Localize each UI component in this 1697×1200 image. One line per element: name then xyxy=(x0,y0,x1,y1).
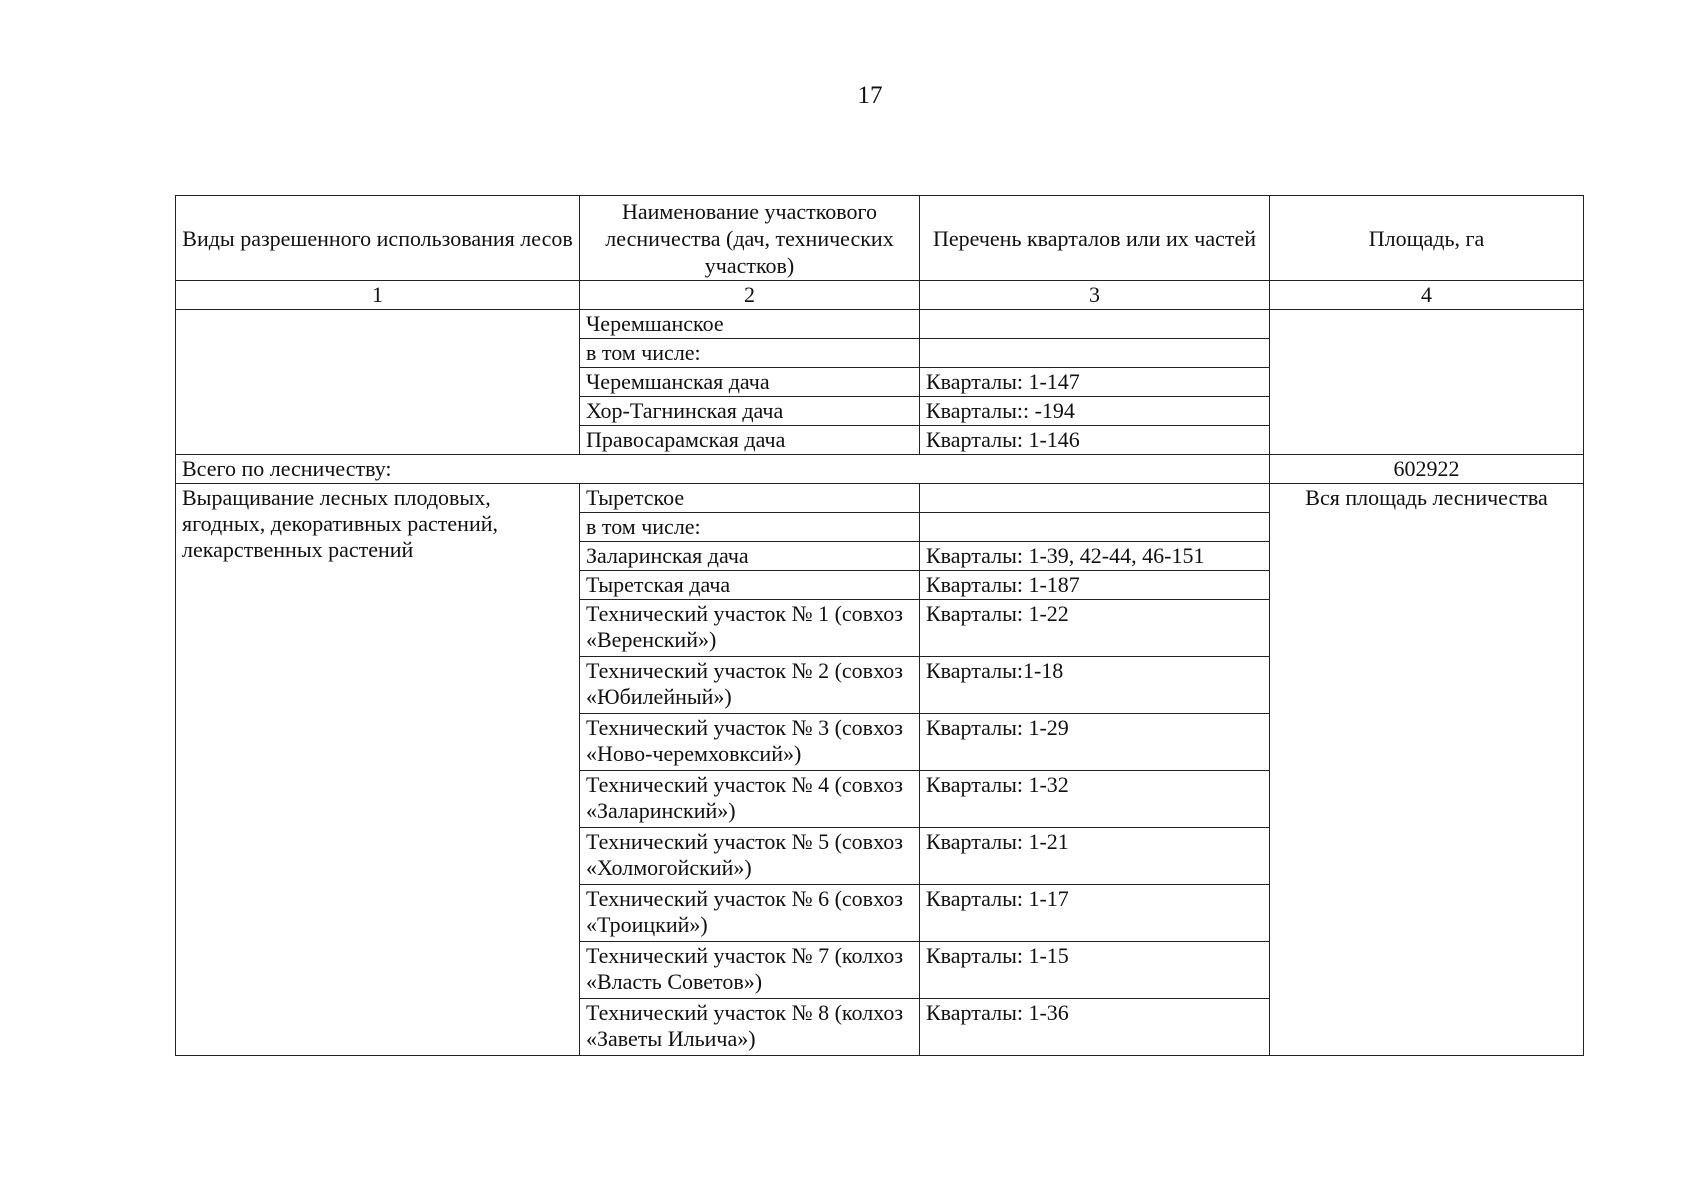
quarters-value: Кварталы:: -194 xyxy=(920,397,1270,426)
quarters-value: Кварталы: 1-32 xyxy=(920,771,1270,828)
use-type: Выращивание лесных плодовых, ягодных, декоративных растений, лекарственных растений xyxy=(176,484,580,1056)
including-label: в том числе: xyxy=(580,513,920,542)
technical-plot-name: Технический участок № 4 (совхоз «Заларинский») xyxy=(580,771,920,828)
technical-plot-name: Технический участок № 3 (совхоз «Ново-черемховксий») xyxy=(580,714,920,771)
quarters-value: Кварталы: 1-147 xyxy=(920,368,1270,397)
quarters-cell-empty xyxy=(920,484,1270,513)
forestry-name: Тыретское xyxy=(580,484,920,513)
technical-plot-name: Технический участок № 5 (совхоз «Холмогойский») xyxy=(580,828,920,885)
area-value: Вся площадь лесничества xyxy=(1270,484,1584,1056)
quarters-cell-empty xyxy=(920,513,1270,542)
technical-plot-name: Технический участок № 1 (совхоз «Веренский») xyxy=(580,600,920,657)
column-number: 4 xyxy=(1270,281,1584,310)
quarters-value: Кварталы: 1-17 xyxy=(920,885,1270,942)
column-number: 2 xyxy=(580,281,920,310)
column-number-row xyxy=(176,281,1584,310)
total-label: Всего по лесничеству: xyxy=(176,455,1270,484)
header-quarters: Перечень кварталов или их частей xyxy=(920,196,1270,281)
dacha-name: Правосарамская дача xyxy=(580,426,920,455)
page-number: 17 xyxy=(857,82,883,109)
dacha-name: Хор-Тагнинская дача xyxy=(580,397,920,426)
header-use-type: Виды разрешенного использования лесов xyxy=(176,196,580,281)
quarters-value: Кварталы:1-18 xyxy=(920,657,1270,714)
quarters-value: Кварталы: 1-15 xyxy=(920,942,1270,999)
header-forestry-name: Наименование участкового лесничества (дач, технических участков) xyxy=(580,196,920,281)
technical-plot-name: Технический участок № 8 (колхоз «Заветы Ильича») xyxy=(580,999,920,1056)
forest-use-table xyxy=(175,195,1584,1056)
quarters-value: Кварталы: 1-187 xyxy=(920,571,1270,600)
quarters-cell-empty xyxy=(920,310,1270,339)
table-row xyxy=(176,484,1584,513)
area-cell-empty xyxy=(1270,310,1584,455)
including-label: в том числе: xyxy=(580,339,920,368)
total-row xyxy=(176,455,1584,484)
dacha-name: Заларинская дача xyxy=(580,542,920,571)
header-area: Площадь, га xyxy=(1270,196,1584,281)
dacha-name: Тыретская дача xyxy=(580,571,920,600)
column-number: 1 xyxy=(176,281,580,310)
quarters-value: Кварталы: 1-21 xyxy=(920,828,1270,885)
column-number: 3 xyxy=(920,281,1270,310)
table-row xyxy=(176,310,1584,339)
technical-plot-name: Технический участок № 6 (совхоз «Троицкий») xyxy=(580,885,920,942)
quarters-value: Кварталы: 1-146 xyxy=(920,426,1270,455)
forestry-name: Черемшанское xyxy=(580,310,920,339)
total-area: 602922 xyxy=(1270,455,1584,484)
quarters-value: Кварталы: 1-39, 42-44, 46-151 xyxy=(920,542,1270,571)
quarters-cell-empty xyxy=(920,339,1270,368)
quarters-value: Кварталы: 1-22 xyxy=(920,600,1270,657)
quarters-value: Кварталы: 1-29 xyxy=(920,714,1270,771)
quarters-value: Кварталы: 1-36 xyxy=(920,999,1270,1056)
dacha-name: Черемшанская дача xyxy=(580,368,920,397)
header-row xyxy=(176,196,1584,281)
use-type-cell-empty xyxy=(176,310,580,455)
technical-plot-name: Технический участок № 7 (колхоз «Власть Советов») xyxy=(580,942,920,999)
technical-plot-name: Технический участок № 2 (совхоз «Юбилейный») xyxy=(580,657,920,714)
